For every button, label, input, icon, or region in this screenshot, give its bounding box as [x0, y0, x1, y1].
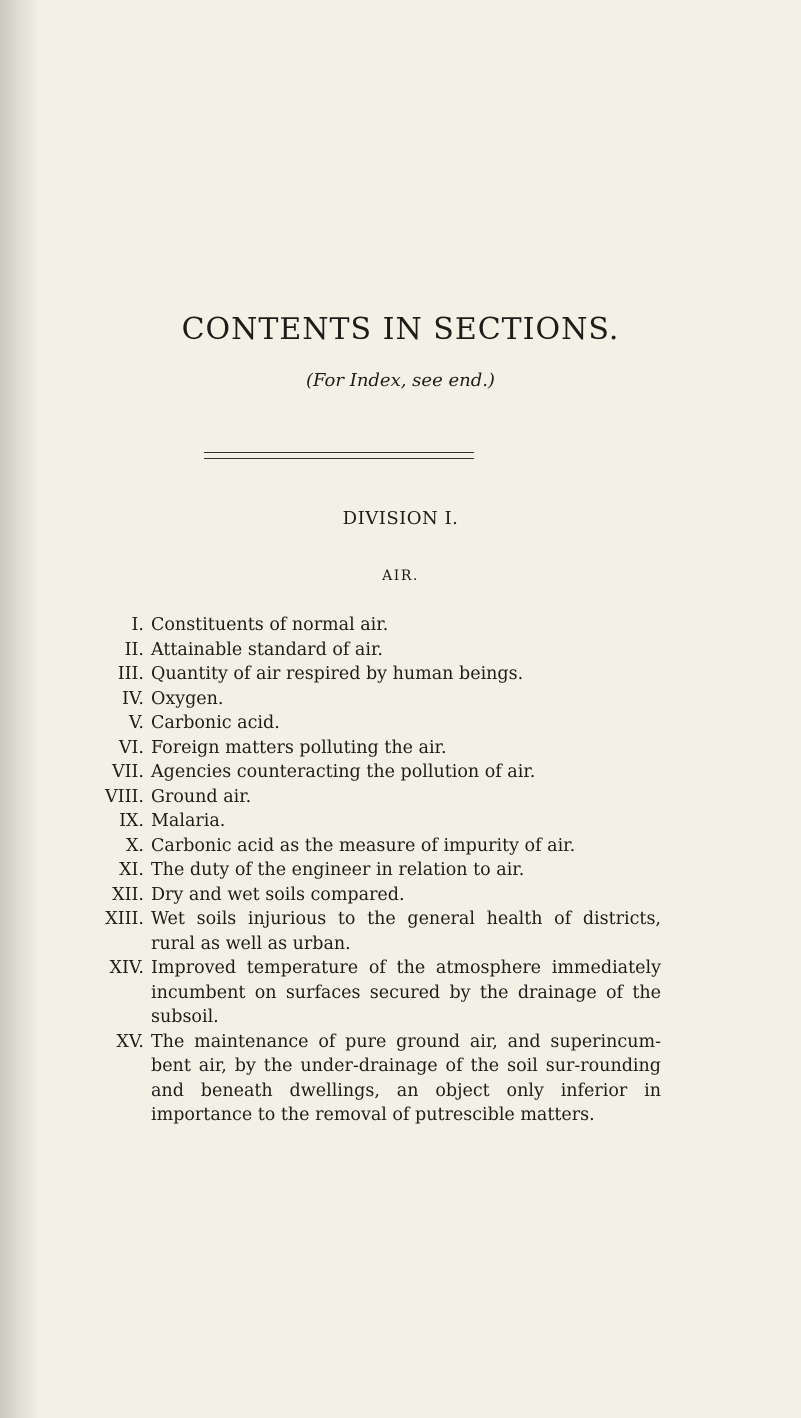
section-number: III. [117, 664, 144, 684]
section-number: X. [125, 835, 144, 856]
section-title: Agencies counteracting the pollution of air. [151, 762, 536, 782]
list-item [0, 907, 801, 956]
list-item [0, 638, 801, 663]
list-item [0, 711, 801, 736]
section-title: Carbonic acid as the measure of impurity of air. [151, 835, 576, 856]
list-item [0, 956, 801, 1030]
list-item [0, 834, 801, 859]
list-item [0, 736, 801, 761]
section-number: XIII. [105, 909, 144, 929]
list-item [0, 883, 801, 908]
section-title: The duty of the engineer in relation to air. [151, 860, 525, 880]
section-number: IX. [119, 811, 144, 831]
list-item [0, 858, 801, 883]
section-title: Malaria. [151, 811, 226, 831]
sections-list [0, 613, 801, 1128]
list-item [0, 760, 801, 785]
section-number: XV. [116, 1031, 144, 1052]
section-title: Quantity of air respired by human beings. [151, 664, 524, 684]
section-number: I. [131, 615, 144, 635]
division-subject: AIR. [382, 568, 419, 584]
page-title: CONTENTS IN SECTIONS. [181, 312, 620, 347]
section-number: XI. [119, 860, 144, 880]
division-heading: DIVISION I. [342, 508, 459, 529]
list-item [0, 662, 801, 687]
section-number: VI. [118, 737, 144, 758]
section-title: The maintenance of pure ground air, and superincum-bent air, by the under-drainage of the soil sur-rounding and beneath dwellings, an object only inferior in importance to the removal of putrescible matters. [151, 1031, 661, 1125]
section-title: Dry and wet soils compared. [151, 884, 405, 905]
page-subtitle: (For Index, see end.) [306, 370, 495, 391]
list-item [0, 809, 801, 834]
list-item [0, 1030, 801, 1128]
double-rule-divider [204, 452, 474, 459]
section-title: Oxygen. [151, 688, 224, 709]
section-number: VII. [111, 762, 144, 782]
section-title: Foreign matters polluting the air. [151, 737, 447, 758]
list-item [0, 785, 801, 810]
section-number: XIV. [109, 958, 144, 978]
section-number: VIII. [105, 786, 144, 807]
section-number: V. [128, 713, 144, 733]
section-title: Wet soils injurious to the general health of districts, rural as well as urban. [151, 909, 661, 954]
section-title: Carbonic acid. [151, 713, 280, 733]
section-number: IV. [121, 688, 144, 709]
section-number: II. [124, 639, 144, 660]
section-title: Attainable standard of air. [151, 639, 383, 660]
section-title: Ground air. [151, 786, 252, 807]
list-item [0, 687, 801, 712]
section-number: XII. [112, 884, 144, 905]
section-title: Improved temperature of the atmosphere immediately incumbent on surfaces secured by the drainage of the subsoil. [151, 958, 661, 1027]
list-item [0, 613, 801, 638]
section-title: Constituents of normal air. [151, 615, 389, 635]
